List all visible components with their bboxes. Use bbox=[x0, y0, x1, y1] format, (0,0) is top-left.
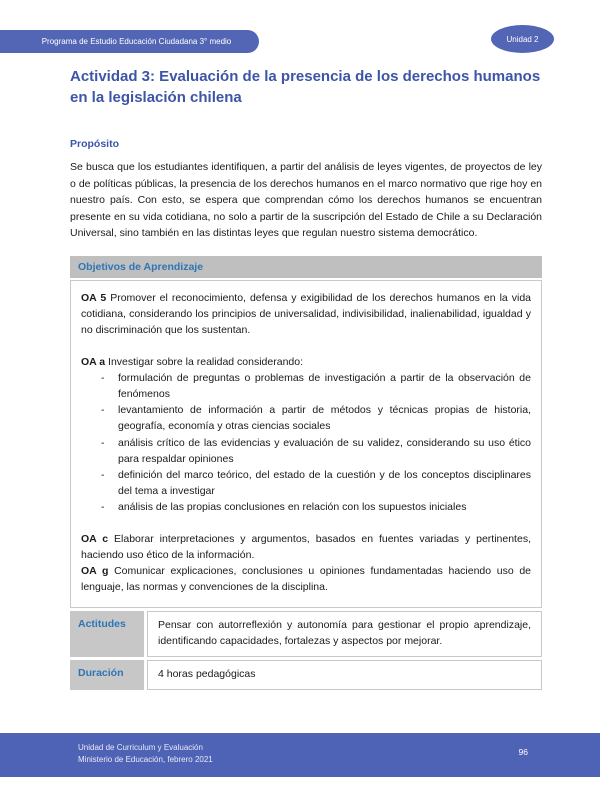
list-item: - formulación de preguntas o problemas de investigación a partir de la observación de fenómenos bbox=[81, 370, 531, 402]
main-content bbox=[70, 66, 542, 690]
activity-title: Actividad 3: Evaluación de la presencia de los derechos humanos en la legislación chilena bbox=[70, 68, 541, 106]
oa-g-paragraph bbox=[81, 563, 531, 595]
duracion-label-cell: Duración bbox=[70, 660, 144, 690]
footer-line2: Ministerio de Educación, febrero 2021 bbox=[78, 755, 213, 764]
page-number: 96 bbox=[518, 747, 528, 757]
oa5-text: Promover el reconocimiento, defensa y exigibilidad de los derechos humanos en la vida cotidiana, considerando los principios de universalidad, indivisibilidad, inalienabilidad, igualdad y no discriminación que los sustentan. bbox=[81, 291, 532, 337]
objectives-header: Objetivos de Aprendizaje bbox=[70, 256, 542, 278]
footer-banner bbox=[0, 733, 600, 777]
objectives-body-cell bbox=[70, 280, 542, 608]
duracion-value-cell: 4 horas pedagógicas bbox=[147, 660, 542, 690]
oa-c-text: Elaborar interpretaciones y argumentos, basados en fuentes variadas y pertinentes, haciendo uso ético de la información. bbox=[81, 532, 531, 561]
oa-g-code: OA g bbox=[81, 565, 109, 578]
footer-line1: Unidad de Curriculum y Evaluación bbox=[78, 743, 203, 752]
footer-credits bbox=[78, 742, 213, 766]
oa-a-paragraph bbox=[81, 354, 531, 370]
list-item: - definición del marco teórico, del estado de la cuestión y de los conceptos disciplinares del tema a investigar bbox=[81, 467, 531, 499]
oa-c-code: OA c bbox=[81, 532, 109, 545]
oa5-paragraph bbox=[81, 290, 531, 339]
oa-a-text: Investigar sobre la realidad considerando: bbox=[108, 355, 303, 368]
actitudes-value-cell: Pensar con autorreflexión y autonomía para gestionar el propio aprendizaje, identificando capacidades, fortalezas y aspectos por mejorar. bbox=[147, 611, 542, 657]
list-item: - levantamiento de información a partir de métodos y técnicas propias de historia, geografía, economía y otras ciencias sociales bbox=[81, 402, 531, 434]
oa-a-code: OA a bbox=[81, 355, 106, 368]
list-item: - análisis de las propias conclusiones en relación con los supuestos iniciales bbox=[81, 499, 531, 515]
oa-g-text: Comunicar explicaciones, conclusiones u opiniones fundamentadas haciendo uso de lenguaje, las normas y convenciones de la disciplina. bbox=[81, 565, 531, 594]
purpose-paragraph: Se busca que los estudiantes identifiquen, a partir del análisis de leyes vigentes, de proyectos de ley o de políticas públicas, la presencia de los derechos humanos en el marco normativo que rige hoy en nuestro país. Con esto, se espera que comprendan cómo los derechos humanos se encuentran presente en su vida cotidiana, no solo a partir de la suscripción del Estado de Chile a su Declaración Universal, sino también en las distintas leyes que regulan nuestro sistema democrático. bbox=[70, 161, 542, 240]
table-row-duracion bbox=[70, 660, 542, 690]
table-row-actitudes bbox=[70, 611, 542, 657]
objectives-table bbox=[70, 256, 542, 690]
oa-a-bullet-list bbox=[81, 370, 531, 516]
list-item: - análisis crítico de las evidencias y evaluación de su validez, considerando su uso ético para respaldar opiniones bbox=[81, 435, 531, 467]
header-program-banner: Programa de Estudio Educación Ciudadana 3° medio bbox=[0, 30, 259, 53]
oa5-code: OA 5 bbox=[81, 291, 107, 304]
unit-badge: Unidad 2 bbox=[491, 25, 554, 53]
purpose-heading: Propósito bbox=[70, 138, 119, 150]
actitudes-label-cell: Actitudes bbox=[70, 611, 144, 657]
oa-c-paragraph bbox=[81, 531, 531, 563]
